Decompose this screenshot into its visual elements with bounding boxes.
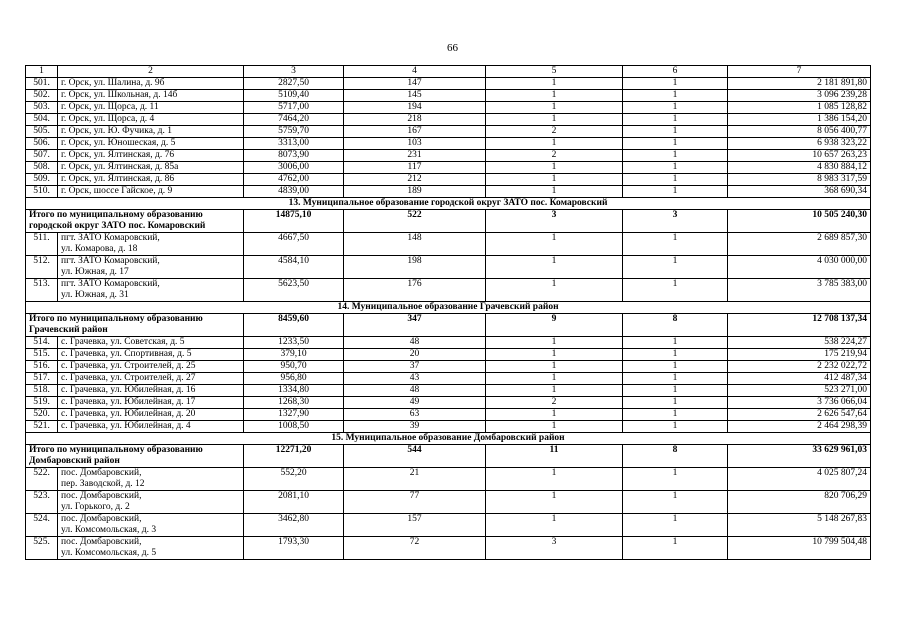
address-cell-line: с. Грачевка, ул. Юбилейная, д. 17	[61, 397, 196, 407]
area-cell: 3006,00	[244, 162, 344, 174]
cost-cell: 8 056 400,77	[728, 126, 871, 138]
cost-cell: 3 096 239,28	[728, 90, 871, 102]
col6-cell: 1	[623, 233, 728, 256]
cost-cell: 6 938 323,22	[728, 138, 871, 150]
cost-cell: 2 626 547,64	[728, 409, 871, 421]
address-cell-line: г. Орск, ул. Шалина, д. 9б	[61, 78, 165, 88]
section-title: 14. Муниципальное образование Грачевский район	[26, 302, 871, 314]
column-header: 1	[26, 66, 58, 78]
area-cell: 7464,20	[244, 114, 344, 126]
residents-cell: 39	[344, 421, 486, 433]
cost-cell: 2 232 022,72	[728, 361, 871, 373]
area-cell: 8459,60	[244, 314, 344, 337]
col5-cell: 1	[486, 421, 623, 433]
col5-cell: 1	[486, 468, 623, 491]
area-cell: 552,20	[244, 468, 344, 491]
address-cell	[58, 114, 244, 126]
col6-cell: 1	[623, 514, 728, 537]
address-cell	[58, 397, 244, 409]
address-cell	[58, 138, 244, 150]
col5-cell: 1	[486, 361, 623, 373]
area-cell: 1793,30	[244, 537, 344, 560]
cost-cell: 368 690,34	[728, 186, 871, 198]
section-title: 13. Муниципальное образование городской округ ЗАТО пос. Комаровский	[26, 198, 871, 210]
row-number: 523.	[26, 491, 58, 514]
residents-cell: 544	[344, 445, 486, 468]
address-cell-line: пос. Домбаровский,	[61, 468, 142, 478]
residents-cell: 167	[344, 126, 486, 138]
table-row	[26, 279, 871, 302]
address-cell	[58, 102, 244, 114]
area-cell: 4667,50	[244, 233, 344, 256]
address-cell-line: с. Грачевка, ул. Строителей, д. 27	[61, 373, 196, 383]
col6-cell: 1	[623, 78, 728, 90]
residents-cell: 37	[344, 361, 486, 373]
row-number: 519.	[26, 397, 58, 409]
area-cell: 4762,00	[244, 174, 344, 186]
table-row	[26, 126, 871, 138]
address-cell	[58, 174, 244, 186]
address-cell-line: г. Орск, ул. Ю. Фучика, д. 1	[61, 126, 172, 136]
col5-cell: 1	[486, 256, 623, 279]
subtotal-label-line: городской округ ЗАТО пос. Комаровский	[29, 221, 206, 231]
section-header-row	[26, 302, 871, 314]
cost-cell: 3 736 066,04	[728, 397, 871, 409]
subtotal-label	[26, 445, 244, 468]
address-cell-line: пос. Домбаровский,	[61, 491, 142, 501]
subtotal-label-line: Итого по муниципальному образованию	[29, 314, 203, 324]
cost-cell: 10 657 263,23	[728, 150, 871, 162]
address-cell-line: с. Грачевка, ул. Юбилейная, д. 4	[61, 421, 191, 431]
address-cell-line: пос. Домбаровский,	[61, 537, 142, 547]
row-number: 521.	[26, 421, 58, 433]
cost-cell: 1 085 128,82	[728, 102, 871, 114]
address-cell-line: пгт. ЗАТО Комаровский,	[61, 279, 160, 289]
address-cell-line: пгт. ЗАТО Комаровский,	[61, 233, 160, 243]
table-row	[26, 349, 871, 361]
address-cell-line: г. Орск, ул. Юношеская, д. 5	[61, 138, 176, 148]
col5-cell: 1	[486, 90, 623, 102]
cost-cell: 4 025 807,24	[728, 468, 871, 491]
residents-cell: 147	[344, 78, 486, 90]
row-number: 505.	[26, 126, 58, 138]
subtotal-label-line: Домбаровский район	[29, 456, 120, 466]
area-cell: 379,10	[244, 349, 344, 361]
area-cell: 4584,10	[244, 256, 344, 279]
table-row	[26, 337, 871, 349]
residents-cell: 145	[344, 90, 486, 102]
column-header: 2	[58, 66, 244, 78]
table-row	[26, 373, 871, 385]
subtotal-label	[26, 314, 244, 337]
col6-cell: 1	[623, 537, 728, 560]
residents-cell: 347	[344, 314, 486, 337]
address-cell-line: с. Грачевка, ул. Спортивная, д. 5	[61, 349, 192, 359]
section-header-row	[26, 433, 871, 445]
col5-cell: 2	[486, 397, 623, 409]
subtotal-label-line: Итого по муниципальному образованию	[29, 210, 203, 220]
col6-cell: 1	[623, 373, 728, 385]
page-number: 66	[447, 42, 458, 54]
col6-cell: 1	[623, 468, 728, 491]
col6-cell: 1	[623, 385, 728, 397]
col6-cell: 1	[623, 361, 728, 373]
residents-cell: 231	[344, 150, 486, 162]
address-cell-line: г. Орск, ул. Ялтинская, д. 85а	[61, 162, 179, 172]
area-cell: 1334,80	[244, 385, 344, 397]
row-number: 518.	[26, 385, 58, 397]
residents-cell: 157	[344, 514, 486, 537]
row-number: 507.	[26, 150, 58, 162]
table-row	[26, 421, 871, 433]
cost-cell: 1 386 154,20	[728, 114, 871, 126]
residents-cell: 212	[344, 174, 486, 186]
col6-cell: 1	[623, 174, 728, 186]
col5-cell: 1	[486, 78, 623, 90]
address-cell	[58, 421, 244, 433]
address-cell-line: ул. Южная, д. 17	[61, 267, 129, 277]
col5-cell: 1	[486, 233, 623, 256]
residents-cell: 198	[344, 256, 486, 279]
row-number: 503.	[26, 102, 58, 114]
table-row	[26, 256, 871, 279]
address-cell	[58, 385, 244, 397]
col5-cell: 1	[486, 102, 623, 114]
area-cell: 956,80	[244, 373, 344, 385]
col5-cell: 1	[486, 491, 623, 514]
address-cell	[58, 491, 244, 514]
column-header: 7	[728, 66, 871, 78]
row-number: 512.	[26, 256, 58, 279]
row-number: 516.	[26, 361, 58, 373]
area-cell: 5109,40	[244, 90, 344, 102]
residents-cell: 43	[344, 373, 486, 385]
address-cell	[58, 78, 244, 90]
area-cell: 5623,50	[244, 279, 344, 302]
table-row	[26, 102, 871, 114]
col5-cell: 1	[486, 186, 623, 198]
col6-cell: 1	[623, 256, 728, 279]
housing-table	[25, 65, 871, 560]
area-cell: 950,70	[244, 361, 344, 373]
area-cell: 1268,30	[244, 397, 344, 409]
address-cell-line: с. Грачевка, ул. Советская, д. 5	[61, 337, 185, 347]
address-cell-line: г. Орск, ул. Щорса, д. 11	[61, 102, 159, 112]
area-cell: 12271,20	[244, 445, 344, 468]
col5-cell: 1	[486, 409, 623, 421]
col6-cell: 1	[623, 421, 728, 433]
col6-cell: 1	[623, 90, 728, 102]
row-number: 501.	[26, 78, 58, 90]
col6-cell: 8	[623, 314, 728, 337]
table-row	[26, 90, 871, 102]
address-cell-line: г. Орск, ул. Школьная, д. 14б	[61, 90, 178, 100]
col5-cell: 3	[486, 537, 623, 560]
address-cell-line: г. Орск, ул. Щорса, д. 4	[61, 114, 155, 124]
address-cell-line: ул. Комарова, д. 18	[61, 244, 138, 254]
header-row	[26, 66, 871, 78]
col6-cell: 1	[623, 337, 728, 349]
table-row	[26, 162, 871, 174]
col6-cell: 1	[623, 162, 728, 174]
table-row	[26, 537, 871, 560]
residents-cell: 21	[344, 468, 486, 491]
row-number: 506.	[26, 138, 58, 150]
address-cell	[58, 233, 244, 256]
col5-cell: 1	[486, 174, 623, 186]
col5-cell: 3	[486, 210, 623, 233]
residents-cell: 194	[344, 102, 486, 114]
area-cell: 1233,50	[244, 337, 344, 349]
col6-cell: 1	[623, 397, 728, 409]
address-cell	[58, 162, 244, 174]
address-cell	[58, 150, 244, 162]
area-cell: 5759,70	[244, 126, 344, 138]
table-row	[26, 174, 871, 186]
address-cell	[58, 514, 244, 537]
residents-cell: 77	[344, 491, 486, 514]
cost-cell: 2 181 891,80	[728, 78, 871, 90]
cost-cell: 10 505 240,30	[728, 210, 871, 233]
cost-cell: 2 689 857,30	[728, 233, 871, 256]
subtotal-row	[26, 210, 871, 233]
residents-cell: 148	[344, 233, 486, 256]
row-number: 517.	[26, 373, 58, 385]
cost-cell: 3 785 383,00	[728, 279, 871, 302]
residents-cell: 189	[344, 186, 486, 198]
cost-cell: 2 464 298,39	[728, 421, 871, 433]
address-cell	[58, 186, 244, 198]
col5-cell: 11	[486, 445, 623, 468]
row-number: 514.	[26, 337, 58, 349]
row-number: 513.	[26, 279, 58, 302]
residents-cell: 103	[344, 138, 486, 150]
address-cell-line: пгт. ЗАТО Комаровский,	[61, 256, 160, 266]
col5-cell: 9	[486, 314, 623, 337]
residents-cell: 63	[344, 409, 486, 421]
table-row	[26, 78, 871, 90]
address-cell-line: ул. Комсомольская, д. 5	[61, 548, 157, 558]
cost-cell: 523 271,00	[728, 385, 871, 397]
address-cell	[58, 126, 244, 138]
table-row	[26, 491, 871, 514]
row-number: 522.	[26, 468, 58, 491]
address-cell-line: ул. Горького, д. 2	[61, 502, 130, 512]
col6-cell: 1	[623, 186, 728, 198]
area-cell: 2827,50	[244, 78, 344, 90]
address-cell-line: ул. Комсомольская, д. 3	[61, 525, 157, 535]
area-cell: 3313,00	[244, 138, 344, 150]
area-cell: 5717,00	[244, 102, 344, 114]
table-row	[26, 138, 871, 150]
address-cell-line: г. Орск, шоссе Гайское, д. 9	[61, 186, 173, 196]
residents-cell: 48	[344, 385, 486, 397]
row-number: 509.	[26, 174, 58, 186]
table-row	[26, 397, 871, 409]
residents-cell: 117	[344, 162, 486, 174]
col6-cell: 1	[623, 114, 728, 126]
row-number: 502.	[26, 90, 58, 102]
cost-cell: 412 487,34	[728, 373, 871, 385]
address-cell-line: пер. Заводской, д. 12	[61, 479, 145, 489]
address-cell-line: с. Грачевка, ул. Юбилейная, д. 20	[61, 409, 196, 419]
row-number: 520.	[26, 409, 58, 421]
table-row	[26, 385, 871, 397]
col5-cell: 1	[486, 337, 623, 349]
cost-cell: 820 706,29	[728, 491, 871, 514]
address-cell-line: ул. Южная, д. 31	[61, 290, 129, 300]
col6-cell: 1	[623, 491, 728, 514]
subtotal-label-line: Итого по муниципальному образованию	[29, 445, 203, 455]
address-cell-line: г. Орск, ул. Ялтинская, д. 76	[61, 150, 175, 160]
address-cell	[58, 409, 244, 421]
col5-cell: 1	[486, 373, 623, 385]
col5-cell: 1	[486, 385, 623, 397]
address-cell-line: г. Орск, ул. Ялтинская, д. 86	[61, 174, 175, 184]
section-title: 15. Муниципальное образование Домбаровский район	[26, 433, 871, 445]
area-cell: 14875,10	[244, 210, 344, 233]
col6-cell: 1	[623, 150, 728, 162]
cost-cell: 12 708 137,34	[728, 314, 871, 337]
residents-cell: 522	[344, 210, 486, 233]
address-cell	[58, 349, 244, 361]
column-header: 3	[244, 66, 344, 78]
subtotal-label-line: Грачевский район	[29, 325, 108, 335]
col5-cell: 2	[486, 126, 623, 138]
col6-cell: 8	[623, 445, 728, 468]
row-number: 525.	[26, 537, 58, 560]
table-row	[26, 233, 871, 256]
address-cell	[58, 90, 244, 102]
row-number: 508.	[26, 162, 58, 174]
col5-cell: 1	[486, 114, 623, 126]
col6-cell: 1	[623, 409, 728, 421]
address-cell-line: с. Грачевка, ул. Строителей, д. 25	[61, 361, 196, 371]
area-cell: 1008,50	[244, 421, 344, 433]
address-cell-line: пос. Домбаровский,	[61, 514, 142, 524]
cost-cell: 538 224,27	[728, 337, 871, 349]
residents-cell: 218	[344, 114, 486, 126]
column-header: 6	[623, 66, 728, 78]
row-number: 510.	[26, 186, 58, 198]
cost-cell: 5 148 267,83	[728, 514, 871, 537]
row-number: 515.	[26, 349, 58, 361]
residents-cell: 20	[344, 349, 486, 361]
column-header: 4	[344, 66, 486, 78]
table-row	[26, 409, 871, 421]
section-header-row	[26, 198, 871, 210]
row-number: 511.	[26, 233, 58, 256]
area-cell: 4839,00	[244, 186, 344, 198]
col5-cell: 2	[486, 150, 623, 162]
area-cell: 3462,80	[244, 514, 344, 537]
col5-cell: 1	[486, 138, 623, 150]
subtotal-label	[26, 210, 244, 233]
address-cell	[58, 361, 244, 373]
table-body	[26, 78, 871, 560]
address-cell	[58, 468, 244, 491]
area-cell: 2081,10	[244, 491, 344, 514]
cost-cell: 10 799 504,48	[728, 537, 871, 560]
area-cell: 1327,90	[244, 409, 344, 421]
address-cell	[58, 256, 244, 279]
col5-cell: 1	[486, 279, 623, 302]
table-row	[26, 514, 871, 537]
column-header: 5	[486, 66, 623, 78]
col6-cell: 1	[623, 126, 728, 138]
cost-cell: 33 629 961,03	[728, 445, 871, 468]
residents-cell: 176	[344, 279, 486, 302]
residents-cell: 48	[344, 337, 486, 349]
address-cell	[58, 337, 244, 349]
col5-cell: 1	[486, 514, 623, 537]
col6-cell: 1	[623, 349, 728, 361]
cost-cell: 4 030 000,00	[728, 256, 871, 279]
address-cell	[58, 279, 244, 302]
area-cell: 8073,90	[244, 150, 344, 162]
col5-cell: 1	[486, 162, 623, 174]
col6-cell: 3	[623, 210, 728, 233]
table-row	[26, 150, 871, 162]
table-row	[26, 468, 871, 491]
row-number: 504.	[26, 114, 58, 126]
col5-cell: 1	[486, 349, 623, 361]
address-cell-line: с. Грачевка, ул. Юбилейная, д. 16	[61, 385, 196, 395]
address-cell	[58, 373, 244, 385]
residents-cell: 72	[344, 537, 486, 560]
cost-cell: 175 219,94	[728, 349, 871, 361]
subtotal-row	[26, 314, 871, 337]
residents-cell: 49	[344, 397, 486, 409]
table-row	[26, 186, 871, 198]
cost-cell: 8 983 317,59	[728, 174, 871, 186]
cost-cell: 4 830 884,12	[728, 162, 871, 174]
table-row	[26, 361, 871, 373]
subtotal-row	[26, 445, 871, 468]
col6-cell: 1	[623, 102, 728, 114]
col6-cell: 1	[623, 279, 728, 302]
address-cell	[58, 537, 244, 560]
col6-cell: 1	[623, 138, 728, 150]
row-number: 524.	[26, 514, 58, 537]
table-row	[26, 114, 871, 126]
